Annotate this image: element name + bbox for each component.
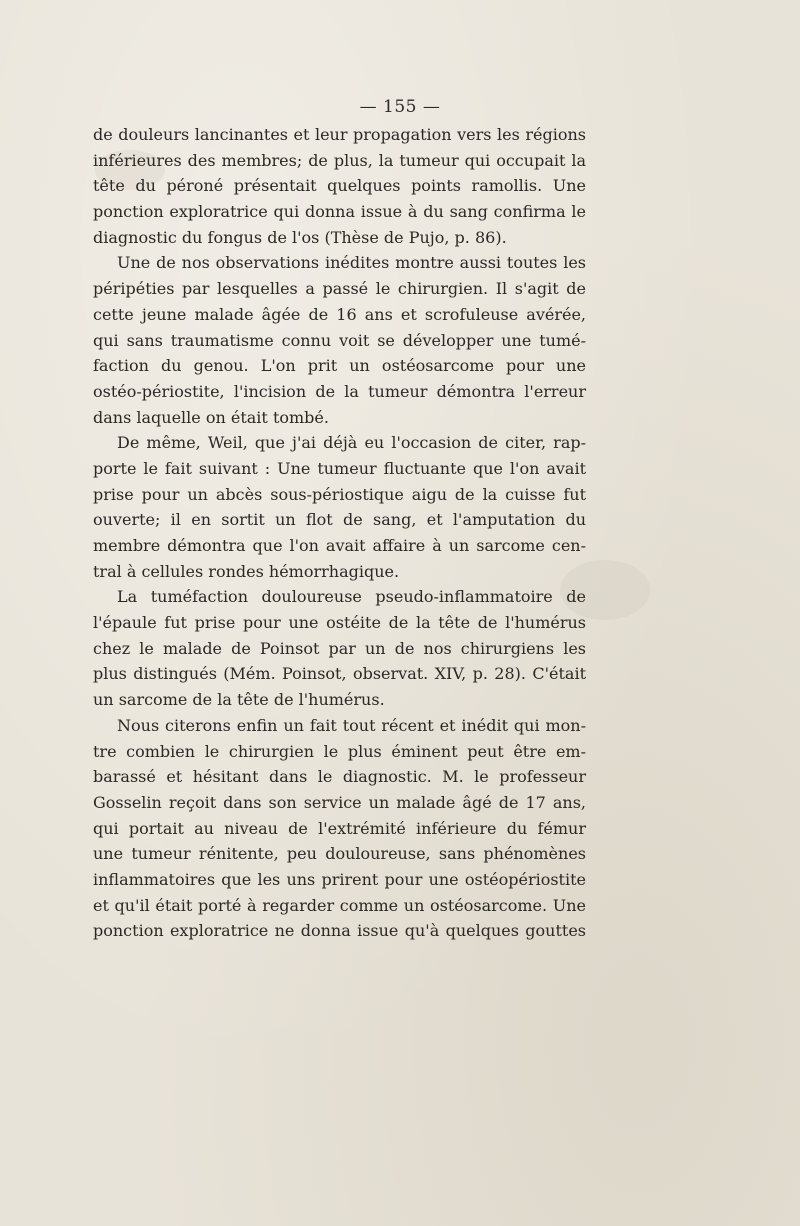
text-line: qui portait au niveau de l'extrémité inférieure du fémur: [93, 818, 586, 838]
text-line: ponction exploratrice ne donna issue qu'à quelques gouttes: [93, 921, 586, 941]
text-line: plus distingués (Mém. Poinsot, observat. XIV, p. 28). C'était: [93, 664, 586, 684]
text-line: porte le fait suivant : Une tumeur fluctuante que l'on avait: [93, 458, 586, 478]
text-line: une tumeur rénitente, peu douloureuse, sans phénomènes: [93, 844, 586, 864]
text-line: chez le malade de Poinsot par un de nos chirurgiens les: [93, 638, 586, 658]
text-line: dans laquelle on était tombé.: [93, 407, 329, 427]
text-line: qui sans traumatisme connu voit se développer une tumé-: [93, 330, 586, 350]
text-line: l'épaule fut prise pour une ostéite de la tête de l'humérus: [93, 613, 586, 633]
text-line: tête du péroné présentait quelques points ramollis. Une: [93, 176, 586, 196]
text-line: inférieures des membres; de plus, la tumeur qui occupait la: [93, 150, 586, 170]
text-line: faction du genou. L'on prit un ostéosarcome pour une: [93, 356, 586, 376]
text-line: prise pour un abcès sous-périostique aigu de la cuisse fut: [93, 484, 586, 504]
text-line: de douleurs lancinantes et leur propagation vers les régions: [93, 125, 586, 144]
text-line: Nous citerons enfin un fait tout récent et inédit qui mon-: [117, 715, 586, 735]
text-line: cette jeune malade âgée de 16 ans et scrofuleuse avérée,: [93, 304, 586, 324]
body-text: [93, 122, 586, 944]
text-line: tre combien le chirurgien le plus éminent peut être em-: [93, 741, 586, 761]
text-line: membre démontra que l'on avait affaire à un sarcome cen-: [93, 536, 586, 555]
text-line: ouverte; il en sortit un flot de sang, et l'amputation du: [93, 510, 586, 530]
text-line: La tuméfaction douloureuse pseudo-inflammatoire de: [117, 587, 586, 607]
text-line: tral à cellules rondes hémorrhagique.: [93, 561, 400, 581]
page-number: — 155 —: [359, 97, 441, 117]
text-line: Gosselin reçoit dans son service un malade âgé de 17 ans,: [93, 792, 586, 812]
text-line: barassé et hésitant dans le diagnostic. M. le professeur: [93, 767, 586, 787]
text-line: un sarcome de la tête de l'humérus.: [93, 690, 385, 710]
text-line: ostéo-périostite, l'incision de la tumeur démontra l'erreur: [93, 381, 586, 401]
text-line: inflammatoires que les uns prirent pour une ostéopériostite: [93, 869, 586, 889]
text-line: péripéties par lesquelles a passé le chirurgien. Il s'agit de: [93, 279, 586, 299]
text-line: et qu'il était porté à regarder comme un ostéosarcome. Une: [93, 895, 586, 915]
text-line: diagnostic du fongus de l'os (Thèse de Pujo, p. 86).: [93, 227, 507, 247]
text-line: De même, Weil, que j'ai déjà eu l'occasion de citer, rap-: [117, 433, 586, 453]
text-line: ponction exploratrice qui donna issue à du sang confirma le: [93, 202, 586, 222]
text-line: Une de nos observations inédites montre aussi toutes les: [117, 253, 586, 273]
